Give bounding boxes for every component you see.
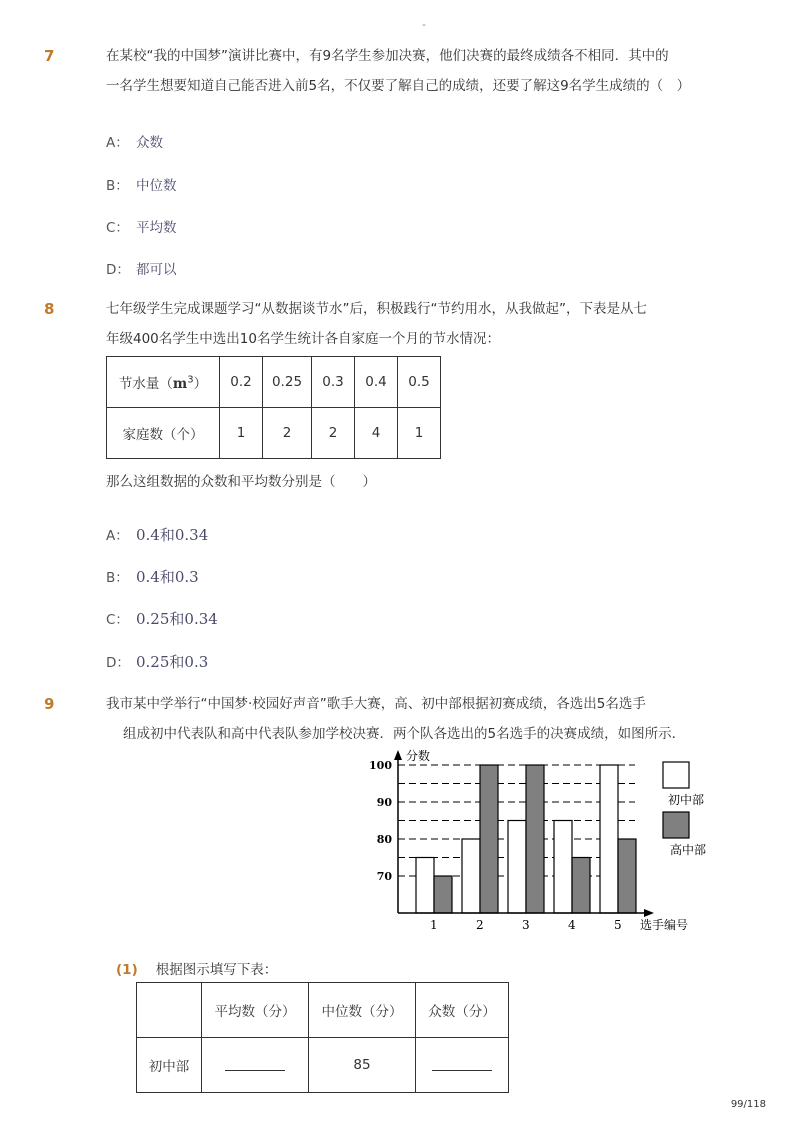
- bar-senior-3: [526, 765, 544, 913]
- bar-junior-2: [462, 839, 480, 913]
- table-header-cell: 节水量$(m^3)$: [107, 357, 220, 408]
- bar-junior-5: [600, 765, 618, 913]
- table-cell: 0.4: [355, 357, 398, 408]
- question-8-prompt: 那么这组数据的众数和平均数分别是（ ）: [106, 474, 376, 490]
- table-cell: 1: [220, 408, 263, 459]
- page-number: 99/118: [730, 1099, 766, 1110]
- question-8-line1: 七年级学生完成课题学习“从数据谈节水”后，积极践行“节约用水，从我做起”，下表是从七: [106, 301, 647, 317]
- legend-label-senior: 高中部: [670, 843, 707, 857]
- question-number-8: 8: [44, 300, 55, 318]
- table-header-cell: 家庭数（个）: [107, 408, 220, 459]
- x-tick-label-2: 2: [476, 918, 484, 932]
- sub-question-1: [116, 958, 277, 978]
- table-row: [107, 357, 441, 408]
- question-9-line2: 组成初中代表队和高中代表队参加学校决赛．两个队各选出的5名选手的决赛成绩，如图所示．: [123, 726, 686, 742]
- option-text: 中位数: [136, 178, 177, 194]
- option-label: D：: [106, 655, 130, 671]
- q8-option-b[interactable]: [106, 566, 199, 587]
- x-tick-label-5: 5: [614, 918, 622, 932]
- q7-option-c[interactable]: [106, 216, 177, 236]
- sub-question-text: 根据图示填写下表：: [155, 962, 278, 978]
- table-cell: 2: [312, 408, 355, 459]
- bar-senior-2: [480, 765, 498, 913]
- y-tick-label-90: 90: [376, 796, 392, 809]
- x-tick-label-4: 4: [568, 918, 576, 932]
- option-label: C：: [106, 612, 129, 628]
- option-label: A：: [106, 135, 129, 151]
- water-saving-table: [106, 356, 441, 459]
- y-tick-label-80: 80: [376, 833, 392, 846]
- question-number-9: 9: [44, 695, 55, 713]
- question-7-line1: 在某校“我的中国梦”演讲比赛中，有9名学生参加决赛，他们决赛的最终成绩各不相同．其中的: [106, 48, 669, 64]
- option-text: 都可以: [136, 262, 177, 278]
- unit-exponent: 3: [187, 374, 194, 386]
- option-text: 0.25和0.34: [136, 610, 218, 628]
- legend-label-junior: 初中部: [668, 793, 705, 807]
- bar-senior-4: [572, 858, 590, 914]
- bar-junior-3: [508, 821, 526, 914]
- table-header-cell: 平均数（分）: [202, 983, 309, 1038]
- page-top-mark: -: [422, 18, 426, 31]
- option-label: B：: [106, 178, 129, 194]
- table-cell: 0.3: [312, 357, 355, 408]
- q7-option-a[interactable]: [106, 131, 163, 151]
- q8-option-c[interactable]: [106, 608, 218, 629]
- table-row: [137, 983, 509, 1038]
- table-row: [137, 1038, 509, 1093]
- score-bar-chart: [360, 746, 730, 942]
- table-cell: 0.5: [398, 357, 441, 408]
- blank-line: [432, 1056, 492, 1071]
- option-text: 平均数: [136, 220, 177, 236]
- answer-blank-mode[interactable]: [416, 1038, 509, 1093]
- q8-option-d[interactable]: [106, 651, 208, 672]
- table-header-cell: [137, 983, 202, 1038]
- table-row: [107, 408, 441, 459]
- bar-junior-4: [554, 821, 572, 914]
- y-tick-label-100: 100: [369, 759, 392, 772]
- table-header-cell: 中位数（分）: [309, 983, 416, 1038]
- question-9-line1: 我市某中学举行“中国梦·校园好声音”歌手大赛，高、初中部根据初赛成绩，各选出5名选手: [106, 696, 646, 712]
- x-tick-label-1: 1: [430, 918, 438, 932]
- q7-option-d[interactable]: [106, 258, 177, 278]
- y-axis-label: 分数: [406, 749, 431, 763]
- x-tick-label-3: 3: [522, 918, 530, 932]
- blank-line: [225, 1056, 285, 1071]
- question-7-line2: 一名学生想要知道自己能否进入前5名，不仅要了解自己的成绩，还要了解这9名学生成绩的（ ）: [106, 78, 691, 94]
- option-label: C：: [106, 220, 129, 236]
- question-number-7: 7: [44, 47, 55, 65]
- chart-legend: [663, 762, 706, 857]
- option-label: D：: [106, 262, 130, 278]
- sub-question-number: (1): [116, 962, 138, 978]
- y-tick-label-70: 70: [376, 870, 392, 883]
- legend-swatch-junior: [663, 762, 689, 788]
- unit-m: m: [172, 376, 188, 392]
- stats-fill-table: [136, 982, 509, 1093]
- table-row-label: 初中部: [137, 1038, 202, 1093]
- answer-blank-mean[interactable]: [202, 1038, 309, 1093]
- q8-option-a[interactable]: [106, 524, 208, 545]
- question-9-text: [106, 689, 746, 749]
- x-axis-label: 选手编号: [640, 918, 689, 932]
- table-cell: 4: [355, 408, 398, 459]
- bar-junior-1: [416, 858, 434, 914]
- y-axis-arrow: [394, 750, 402, 760]
- bar-senior-1: [434, 876, 452, 913]
- question-8-text: [106, 294, 726, 354]
- option-text: 0.4和0.34: [136, 526, 209, 544]
- table-cell: 0.2: [220, 357, 263, 408]
- option-text: 众数: [136, 135, 163, 151]
- table-header-cell: 众数（分）: [416, 983, 509, 1038]
- table-cell: 1: [398, 408, 441, 459]
- bar-senior-5: [618, 839, 636, 913]
- question-8-line2: 年级400名学生中选出10名学生统计各自家庭一个月的节水情况：: [106, 331, 500, 347]
- option-text: 0.25和0.3: [136, 653, 209, 671]
- option-label: B：: [106, 570, 129, 586]
- legend-swatch-senior: [663, 812, 689, 838]
- question-7-text: [106, 41, 726, 101]
- q7-option-b[interactable]: [106, 174, 177, 194]
- x-axis-arrow: [644, 909, 654, 917]
- table-cell: 2: [263, 408, 312, 459]
- option-text: 0.4和0.3: [136, 568, 199, 586]
- table-cell: 0.25: [263, 357, 312, 408]
- table-cell-median: 85: [309, 1038, 416, 1093]
- option-label: A：: [106, 528, 129, 544]
